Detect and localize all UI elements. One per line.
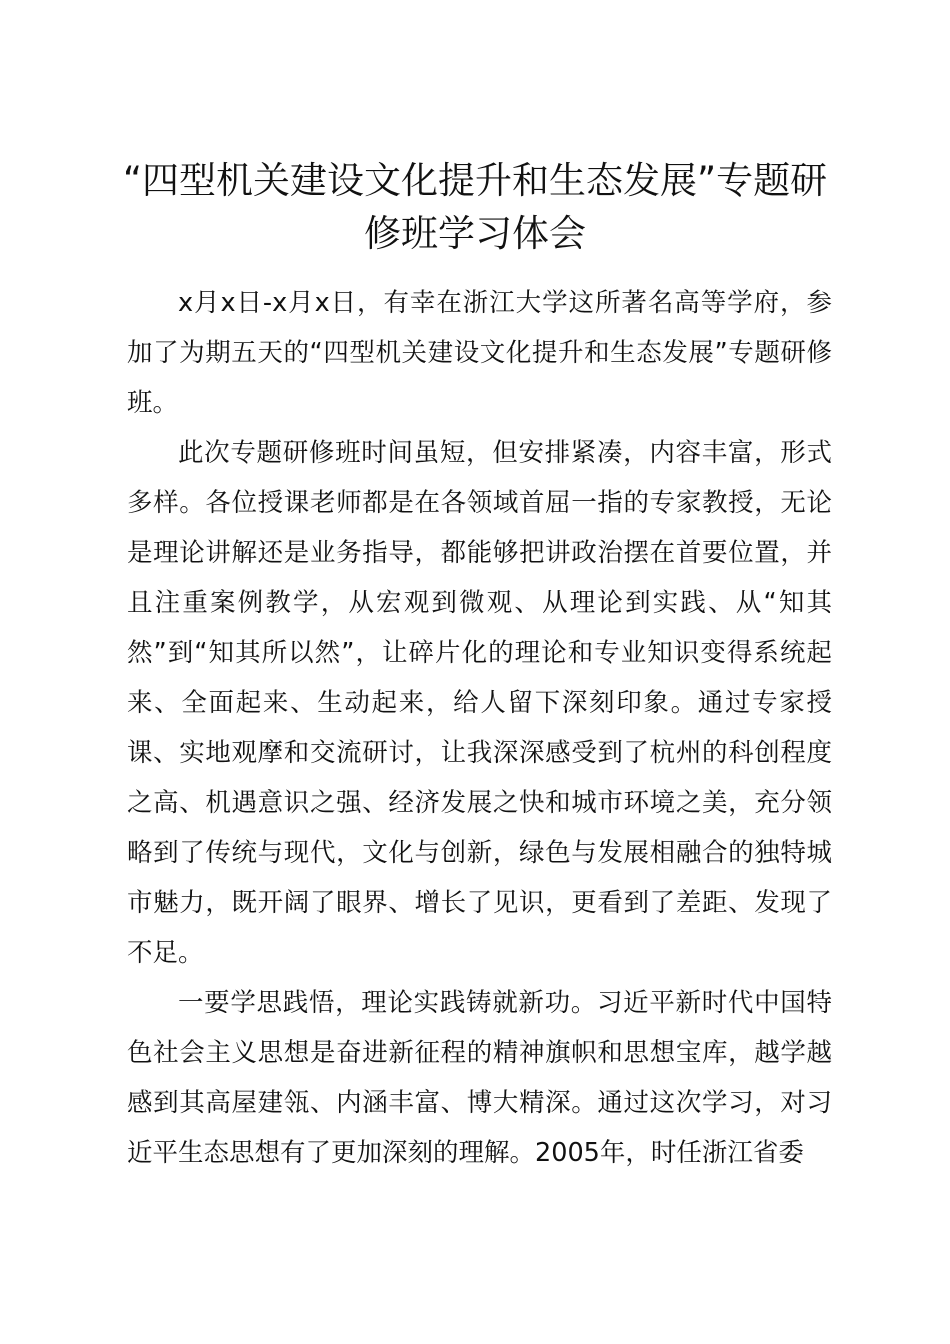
document-body: [127, 278, 832, 1178]
paragraph-point-one: 一要学思践悟，理论实践铸就新功。习近平新时代中国特色社会主义思想是奋进新征程的精神旗帜和思想宝库，越学越感到其高屋建瓴、内涵丰富、博大精深。通过这次学习，对习近平生态思想有了更加深刻的理解。2005年，时任浙江省委: [127, 988, 832, 1168]
paragraph-intro: x月x日-x月x日，有幸在浙江大学这所著名高等学府，参加了为期五天的“四型机关建设文化提升和生态发展”专题研修班。: [127, 288, 832, 418]
document-title: [100, 154, 850, 260]
document-title-line-1: “四型机关建设文化提升和生态发展”专题研: [122, 159, 828, 202]
document-title-line-2: 修班学习体会: [364, 212, 586, 255]
paragraph-overview: 此次专题研修班时间虽短，但安排紧凑，内容丰富，形式多样。各位授课老师都是在各领域首屈一指的专家教授，无论是理论讲解还是业务指导，都能够把讲政治摆在首要位置，并且注重案例教学，从宏观到微观、从理论到实践、从“知其然”到“知其所以然”，让碎片化的理论和专业知识变得系统起来、全面起来、生动起来，给人留下深刻印象。通过专家授课、实地观摩和交流研讨，让我深深感受到了杭州的科创程度之高、机遇意识之强、经济发展之快和城市环境之美，充分领略到了传统与现代，文化与创新，绿色与发展相融合的独特城市魅力，既开阔了眼界、增长了见识，更看到了差距、发现了不足。: [127, 438, 832, 968]
